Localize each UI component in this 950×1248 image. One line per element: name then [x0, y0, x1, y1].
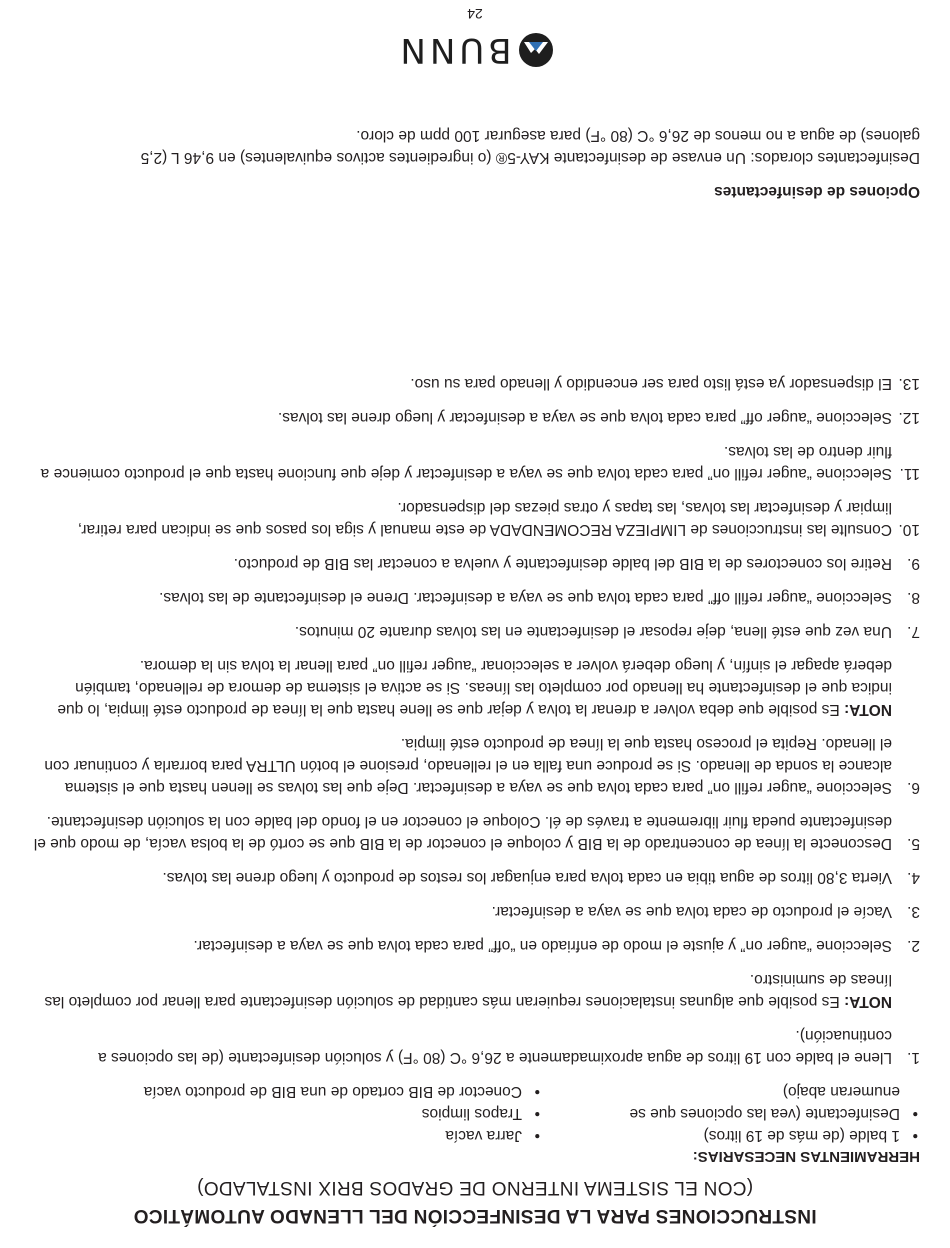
step-text: El dispensador ya está listo para ser encendido y llenado para su uso.: [410, 375, 892, 392]
step-item: [30, 440, 920, 484]
document-subtitle: (CON EL SISTEMA INTERNO DE GRADOS BRIX INSTALADO): [196, 1177, 754, 1198]
step-text: Desconecte la línea de concentrado de la BIB y coloque el conector de la BIB que se cortó de la bolsa vacía, de modo que el desinfectante pueda fluir libremente a través de él. Coloque el conector en el fondo del balde con la solución desinfectante.: [33, 813, 892, 852]
step-item: [30, 654, 920, 798]
tool-item: • Jarra vacía: [52, 1124, 542, 1146]
step-text: Seleccione “auger off” para cada tolva que se vaya a desinfectar y luego drene las tolvas.: [277, 409, 892, 426]
step-text: Vacíe el producto de cada tolva que se vaya a desinfectar.: [491, 903, 892, 920]
step-text: Seleccione “auger refill off” para cada tolva que se vaya a desinfectar. Drene el desinfectante de las tolvas.: [159, 589, 892, 606]
step-item: [30, 372, 920, 394]
tool-item: • Conector de BIB cortado de una BIB de producto vacía: [52, 1080, 542, 1102]
step-item: [30, 900, 920, 922]
tools-column-2: [52, 1080, 542, 1146]
step-number: 1.: [907, 1049, 920, 1066]
note-text: Es posible que algunas instalaciones requieran más cantidad de solución desinfectante para llenar por completo las líneas de suministro.: [44, 971, 892, 1010]
page-footer: [0, 5, 950, 68]
step-item: [30, 620, 920, 642]
note-text: Es posible que deba volver a drenar la tolva y dejar que se llene hasta que la línea de producto esté limpia, lo que indica que el desinfectante ha llenado por completo las líneas. Si se activa el sistema de demora de rellenado, también deberá apagar el sinfín, y luego deberá volver a seleccionar “auger refill on” para llenar la tolva sin la demora.: [57, 657, 892, 718]
step-item: [30, 934, 920, 956]
step-number: 5.: [907, 835, 920, 852]
step-text: Seleccione “auger refill on” para cada tolva que se vaya a desinfectar y deje que funcione hasta que el producto comience a fluir dentro de las tolvas.: [40, 443, 892, 482]
step-number: 8.: [907, 589, 920, 606]
step-number: 10.: [898, 521, 920, 538]
step-item: [30, 406, 920, 428]
tool-item: • Desinfectante (vea las opciones que se enumeran abajo): [620, 1080, 920, 1124]
step-text: Consulte las instrucciones de LIMPIEZA RECOMENDADA de este manual y siga los pasos que se indican para retirar, limpiar y desinfectar las tolvas, las tapas y otras piezas del dispensador.: [77, 499, 892, 538]
tool-item: • 1 balde (de más de 19 litros): [620, 1124, 920, 1146]
step-item: [30, 496, 920, 540]
note-label: NOTA:: [844, 701, 892, 718]
step-item: [30, 586, 920, 608]
step-number: 12.: [898, 409, 920, 426]
brand-logo: [396, 32, 553, 68]
tool-item: • Trapos limpios: [52, 1102, 542, 1124]
step-number: 7.: [907, 623, 920, 640]
step-note: [30, 654, 892, 720]
options-text: Desinfectantes clorados: Un envase de desinfectante KAY-5® (o ingredientes activos equivalentes) en 9,46 L (2,5 galones) de agua a no menos de 26,6 °C (80 °F) para asegurar 100 ppm de cloro.: [140, 127, 920, 166]
brand-logo-text: BUNN: [396, 30, 512, 70]
step-item: [30, 810, 920, 854]
step-number: 11.: [899, 465, 920, 482]
step-item: [30, 866, 920, 888]
step-text: Seleccione “auger on” y ajuste el modo de enfriado en “off” para cada tolva que se vaya a desinfectar.: [193, 937, 892, 954]
steps-list: [30, 372, 920, 1068]
step-text: Seleccione “auger refill on” para cada tolva que se vaya a desinfectar. Deje que las tolvas se llenen hasta que el sistema alcance la sonda de llenado. Si se produce una falla en el rellenado, presione el botón ULTRA para borrarla y continuar con el llenado. Repita el proceso hasta que la línea de producto esté limpia.: [44, 735, 892, 796]
step-note: [30, 968, 892, 1012]
step-number: 9.: [907, 555, 920, 572]
step-number: 2.: [907, 937, 920, 954]
step-item: [30, 968, 920, 1068]
step-text: Llene el balde con 19 litros de agua aproximadamente a 26,6 °C (80 °F) y solución desinfectante (de las opciones a continuación).: [98, 1027, 892, 1066]
note-label: NOTA:: [844, 993, 892, 1010]
bunn-mountain-icon: [518, 32, 554, 68]
document-title: INSTRUCCIONES PARA LA DESINFECCIÓN DEL LLENADO AUTOMÁTICO: [133, 1205, 817, 1226]
step-number: 13.: [898, 375, 920, 392]
step-text: Retire los conectores de la BIB del balde desinfectante y vuelva a conectar las BIB de producto.: [233, 555, 892, 572]
step-text: Vierta 3,80 litros de agua tibia en cada tolva para enjuagar los restos de producto y luego drene las tolvas.: [162, 869, 892, 886]
step-text: Una vez que esté llena, deje reposar el desinfectante en las tolvas durante 20 minutos.: [294, 623, 892, 640]
options-heading: Opciones de desinfectantes: [714, 183, 920, 200]
page-number: 24: [467, 6, 483, 22]
step-number: 6.: [907, 779, 920, 796]
tools-column-1: [620, 1080, 920, 1146]
tools-heading: HERRAMIENTAS NECESARIAS:: [692, 1148, 920, 1165]
step-item: [30, 552, 920, 574]
step-number: 4.: [907, 869, 920, 886]
step-number: 3.: [907, 903, 920, 920]
